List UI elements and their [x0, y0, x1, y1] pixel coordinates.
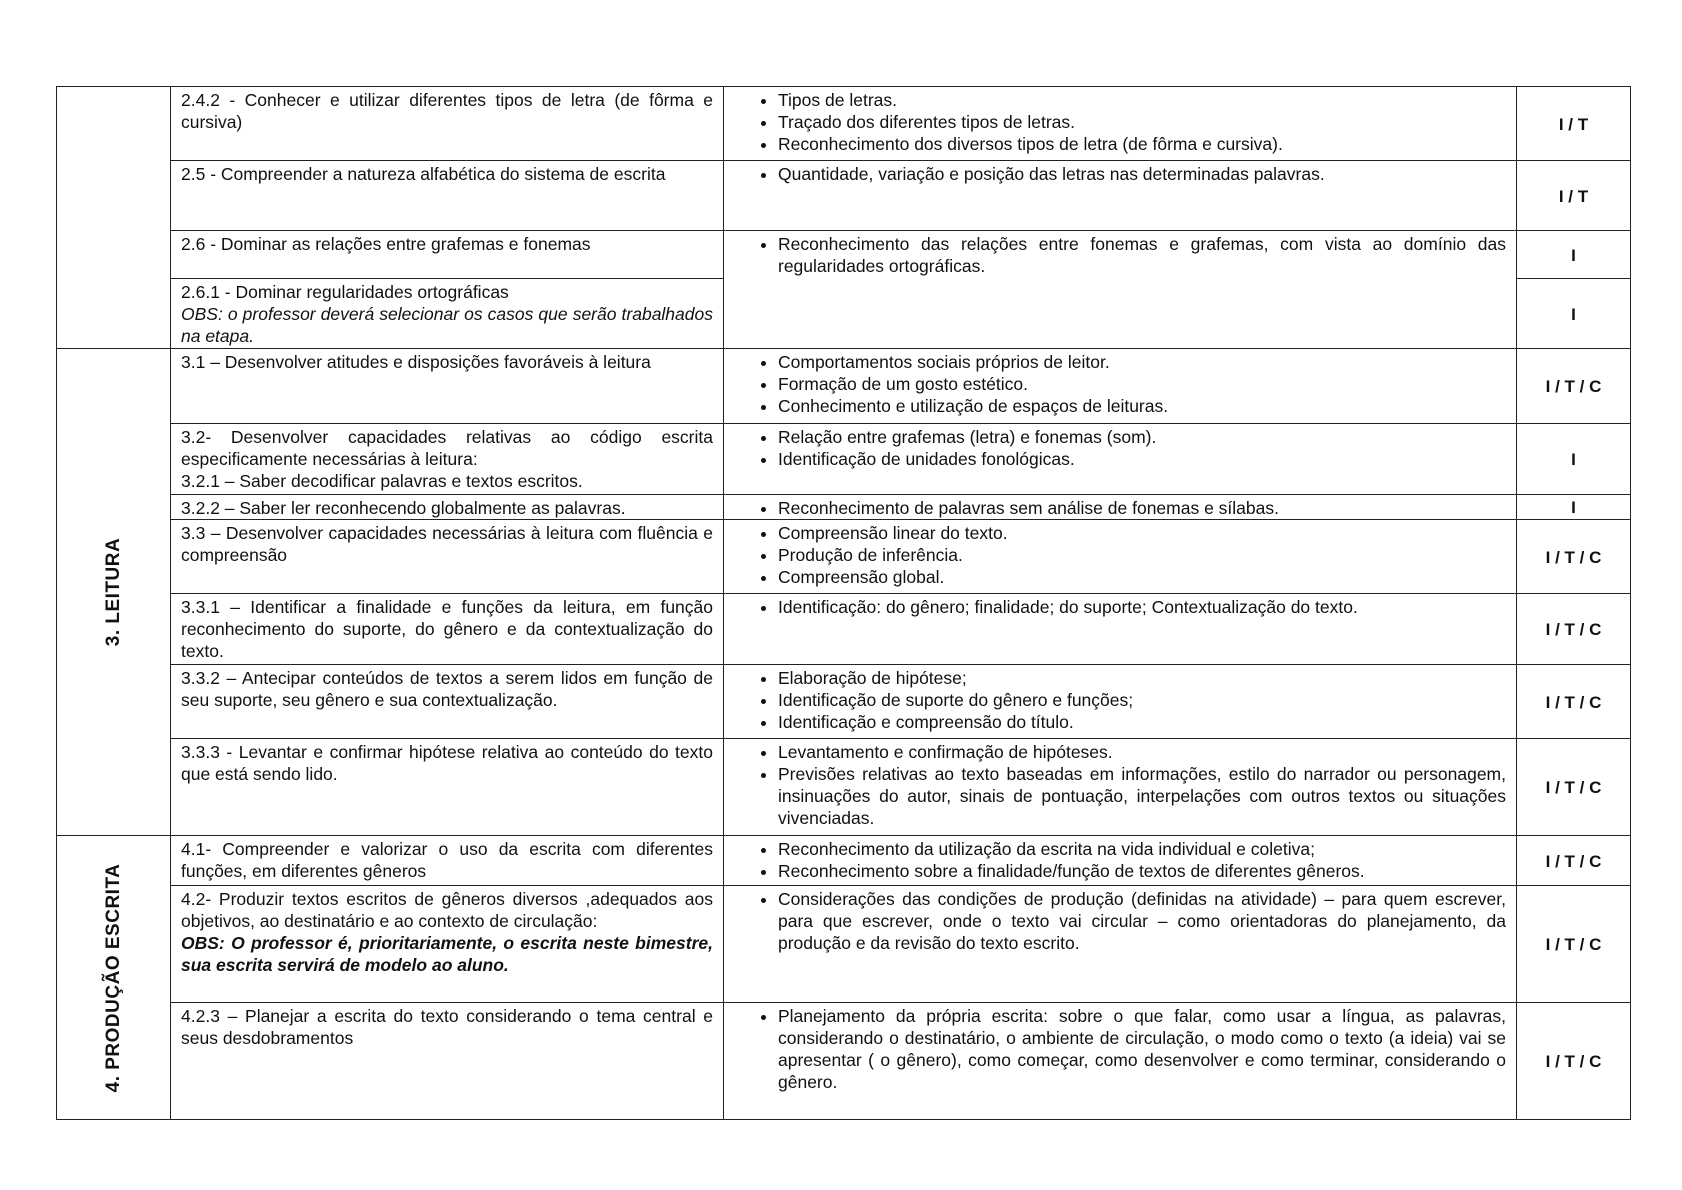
objective-cell	[171, 594, 724, 665]
level-cell: I / T / C	[1517, 739, 1631, 836]
objective-cell	[171, 349, 724, 424]
level-cell: I / T / C	[1517, 594, 1631, 665]
contents-list	[734, 233, 1506, 277]
contents-cell	[724, 836, 1517, 886]
contents-list	[734, 888, 1506, 954]
objective-text: 2.4.2 - Conhecer e utilizar diferentes tipos de letra (de fôrma e cursiva)	[181, 90, 713, 132]
list-item: • Considerações das condições de produção (definidas na atividade) – para quem escrever, para que escrever, onde o texto vai circular – como orientadoras do planejamento, da produção e da revisão do texto escrito.	[778, 888, 1506, 954]
table-row	[57, 231, 1631, 279]
list-item: • Comportamentos sociais próprios de leitor.	[778, 351, 1506, 373]
contents-cell	[724, 739, 1517, 836]
level-cell: I	[1517, 231, 1631, 279]
area-label: 3. LEITURA	[102, 537, 124, 647]
level-cell: I / T / C	[1517, 886, 1631, 1003]
objective-text: 3.3.2 – Antecipar conteúdos de textos a serem lidos em função de seu suporte, seu gênero e sua contextualização.	[181, 668, 713, 710]
objective-text: 3.2.2 – Saber ler reconhecendo globalmente as palavras.	[181, 498, 626, 518]
objective-text: 4.2.3 – Planejar a escrita do texto considerando o tema central e seus desdobramentos	[181, 1006, 713, 1048]
table-row	[57, 424, 1631, 495]
list-item: • Reconhecimento da utilização da escrita na vida individual e coletiva;	[778, 838, 1506, 860]
list-item: • Reconhecimento de palavras sem análise de fonemas e sílabas.	[778, 497, 1506, 519]
contents-cell	[724, 231, 1517, 349]
list-item: • Reconhecimento sobre a finalidade/função de textos de diferentes gêneros.	[778, 860, 1506, 882]
contents-cell	[724, 886, 1517, 1003]
table-row	[57, 594, 1631, 665]
list-item: • Planejamento da própria escrita: sobre o que falar, como usar a língua, as palavras, considerando o destinatário, o ambiente de circulação, o modo como o texto (a ideia) vai se apresentar ( o gênero), como começar, como desenvolver e como terminar, considerando o gênero.	[778, 1005, 1506, 1093]
objective-cell	[171, 424, 724, 495]
list-item: • Levantamento e confirmação de hipóteses.	[778, 741, 1506, 763]
level-cell: I	[1517, 279, 1631, 349]
contents-list	[734, 667, 1506, 733]
level-cell: I / T / C	[1517, 836, 1631, 886]
table-row	[57, 836, 1631, 886]
list-item: • Relação entre grafemas (letra) e fonemas (som).	[778, 426, 1506, 448]
table-row	[57, 739, 1631, 836]
list-item: • Produção de inferência.	[778, 544, 1506, 566]
contents-cell	[724, 665, 1517, 739]
contents-list	[734, 838, 1506, 882]
list-item: • Identificação e compreensão do título.	[778, 711, 1506, 733]
level-cell: I / T / C	[1517, 349, 1631, 424]
objective-cell	[171, 161, 724, 231]
level-cell: I / T	[1517, 161, 1631, 231]
obs-note: OBS: O professor é, prioritariamente, o escrita neste bimestre, sua escrita servirá de modelo ao aluno.	[181, 933, 713, 975]
objective-text: 2.6 - Dominar as relações entre grafemas e fonemas	[181, 234, 591, 254]
objective-cell	[171, 1003, 724, 1120]
contents-list	[734, 522, 1506, 588]
contents-list	[734, 741, 1506, 829]
contents-cell	[724, 495, 1517, 520]
contents-list	[734, 351, 1506, 417]
level-cell: I	[1517, 424, 1631, 495]
objective-text: 4.1- Compreender e valorizar o uso da escrita com diferentes funções, em diferentes gêneros	[181, 839, 713, 881]
contents-cell	[724, 161, 1517, 231]
table-row	[57, 1003, 1631, 1120]
area-cell-leitura	[57, 349, 171, 836]
level-cell: I / T / C	[1517, 665, 1631, 739]
objective-text: 3.1 – Desenvolver atitudes e disposições favoráveis à leitura	[181, 352, 651, 372]
list-item: • Traçado dos diferentes tipos de letras.	[778, 111, 1506, 133]
objective-cell	[171, 520, 724, 594]
objective-cell	[171, 665, 724, 739]
table-row	[57, 349, 1631, 424]
level-cell: I / T / C	[1517, 1003, 1631, 1120]
area-label: 4. PRODUÇÃO ESCRITA	[102, 863, 124, 1092]
objective-text: 3.3.3 - Levantar e confirmar hipótese relativa ao conteúdo do texto que está sendo lido.	[181, 742, 713, 784]
level-cell: I / T	[1517, 87, 1631, 161]
table-row	[57, 161, 1631, 231]
level-cell: I	[1517, 495, 1631, 520]
contents-cell	[724, 87, 1517, 161]
objective-text: 3.3.1 – Identificar a finalidade e funções da leitura, em função reconhecimento do suporte, do gênero e da contextualização do texto.	[181, 597, 713, 661]
contents-list	[734, 89, 1506, 155]
list-item: • Identificação de suporte do gênero e funções;	[778, 689, 1506, 711]
objective-cell	[171, 836, 724, 886]
objective-cell	[171, 231, 724, 279]
objective-text: 4.2- Produzir textos escritos de gêneros diversos ,adequados aos objetivos, ao destinatário e ao contexto de circulação:	[181, 889, 713, 931]
list-item: • Previsões relativas ao texto baseadas em informações, estilo do narrador ou personagem, insinuações do autor, sinais de pontuação, interpelações com outros textos ou situações vivenciadas.	[778, 763, 1506, 829]
list-item: • Reconhecimento dos diversos tipos de letra (de fôrma e cursiva).	[778, 133, 1506, 155]
table-row	[57, 886, 1631, 1003]
obs-note: OBS: o professor deverá selecionar os casos que serão trabalhados na etapa.	[181, 304, 713, 346]
list-item: • Elaboração de hipótese;	[778, 667, 1506, 689]
list-item: • Conhecimento e utilização de espaços de leituras.	[778, 395, 1506, 417]
curriculum-table	[56, 86, 1631, 1120]
objective-text: 3.3 – Desenvolver capacidades necessárias à leitura com fluência e compreensão	[181, 523, 713, 565]
objective-cell	[171, 495, 724, 520]
contents-cell	[724, 349, 1517, 424]
objective-text: 2.5 - Compreender a natureza alfabética do sistema de escrita	[181, 164, 666, 184]
objective-cell	[171, 739, 724, 836]
list-item: • Quantidade, variação e posição das letras nas determinadas palavras.	[778, 163, 1506, 185]
list-item: • Compreensão global.	[778, 566, 1506, 588]
contents-list	[734, 497, 1506, 519]
list-item: • Identificação de unidades fonológicas.	[778, 448, 1506, 470]
list-item: • Identificação: do gênero; finalidade; do suporte; Contextualização do texto.	[778, 596, 1506, 618]
table-row	[57, 665, 1631, 739]
contents-list	[734, 163, 1506, 185]
list-item: • Formação de um gosto estético.	[778, 373, 1506, 395]
objective-text: 3.2- Desenvolver capacidades relativas ao código escrita especificamente necessárias à leitura:	[181, 427, 713, 469]
objective-cell	[171, 279, 724, 349]
area-cell-producao	[57, 836, 171, 1120]
level-cell: I / T / C	[1517, 520, 1631, 594]
list-item: • Reconhecimento das relações entre fonemas e grafemas, com vista ao domínio das regularidades ortográficas.	[778, 233, 1506, 277]
list-item: • Compreensão linear do texto.	[778, 522, 1506, 544]
objective-subtext: 3.2.1 – Saber decodificar palavras e textos escritos.	[181, 471, 583, 491]
list-item: • Tipos de letras.	[778, 89, 1506, 111]
contents-cell	[724, 594, 1517, 665]
area-cell-previous	[57, 87, 171, 349]
objective-cell	[171, 886, 724, 1003]
contents-list	[734, 426, 1506, 470]
table-row	[57, 520, 1631, 594]
table-row	[57, 495, 1631, 520]
contents-list	[734, 1005, 1506, 1093]
contents-cell	[724, 520, 1517, 594]
objective-cell	[171, 87, 724, 161]
objective-text: 2.6.1 - Dominar regularidades ortográficas	[181, 282, 509, 302]
contents-cell	[724, 1003, 1517, 1120]
contents-list	[734, 596, 1506, 618]
table-row	[57, 87, 1631, 161]
contents-cell	[724, 424, 1517, 495]
